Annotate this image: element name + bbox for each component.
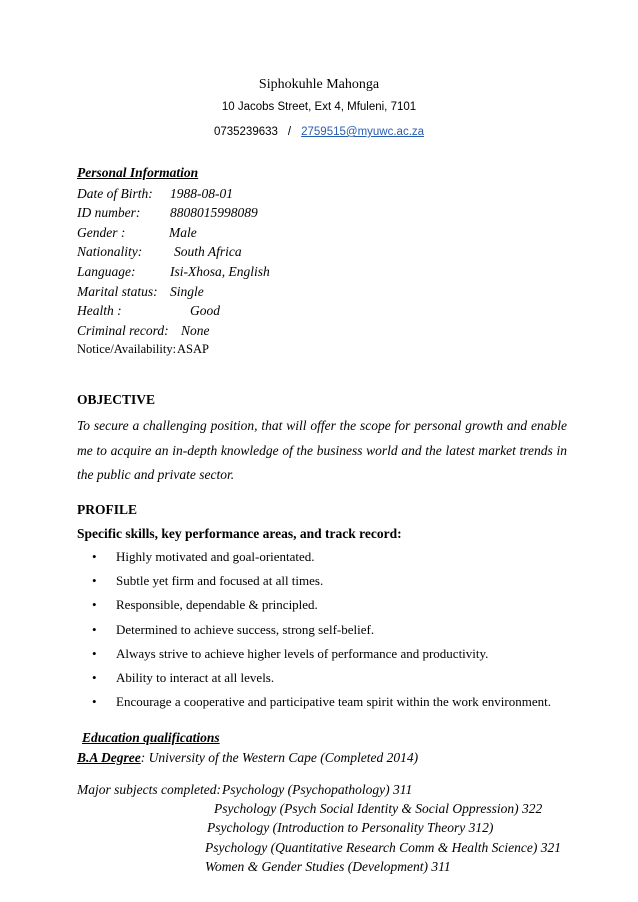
education-heading: Education qualifications	[82, 730, 220, 745]
pi-row-language	[77, 264, 270, 280]
candidate-name: Siphokuhle Mahonga	[258, 77, 380, 92]
pi-row-marital	[77, 284, 204, 300]
profile-heading: PROFILE	[77, 502, 138, 517]
pi-label: Gender :	[77, 225, 126, 240]
pi-row-availability	[77, 342, 209, 357]
bullet-icon: •	[92, 670, 97, 685]
contact-separator: /	[287, 126, 292, 138]
list-item-text: Responsible, dependable & principled.	[116, 597, 318, 612]
pi-row-dob	[77, 186, 233, 202]
list-item-text: Determined to achieve success, strong self-belief.	[116, 622, 375, 637]
pi-label: ID number:	[77, 205, 141, 220]
bullet-icon: •	[92, 646, 97, 661]
address: 10 Jacobs Street, Ext 4, Mfuleni, 7101	[221, 101, 417, 113]
pi-label: Marital status:	[77, 284, 158, 299]
pi-row-nationality	[77, 244, 242, 260]
list-item-text: Subtle yet firm and focused at all times.	[116, 573, 324, 588]
pi-value: South Africa	[174, 244, 242, 259]
pi-value: 8808015998089	[170, 205, 258, 220]
contact-line	[0, 126, 638, 138]
objective-heading: OBJECTIVE	[77, 392, 156, 407]
pi-label: Criminal record:	[77, 323, 169, 338]
pi-value: 1988-08-01	[170, 186, 233, 201]
objective-text: To secure a challenging position, that will offer the scope for personal growth and enable me to acquire an in-depth knowledge of the business world and the latest market trends in the public and private sector.	[77, 418, 567, 482]
pi-value: Good	[190, 303, 220, 318]
bullet-icon: •	[92, 597, 97, 612]
bullet-icon: •	[92, 549, 97, 564]
pi-value: ASAP	[177, 342, 209, 356]
bullet-icon: •	[92, 622, 97, 637]
pi-row-criminal	[77, 323, 210, 339]
pi-value: Male	[169, 225, 197, 240]
subject-item: Psychology (Psychopathology) 311	[222, 782, 413, 797]
bullet-icon: •	[92, 573, 97, 588]
list-item-text: Encourage a cooperative and participative team spirit within the work environment.	[116, 694, 551, 709]
pi-row-id	[77, 205, 258, 221]
list-item-text: Always strive to achieve higher levels of performance and productivity.	[116, 646, 489, 661]
pi-row-health	[77, 303, 220, 319]
pi-value: Isi-Xhosa, English	[170, 264, 270, 279]
pi-label: Health :	[77, 303, 122, 318]
pi-label: Notice/Availability:	[77, 342, 177, 356]
subject-item: Psychology (Introduction to Personality Theory 312)	[207, 820, 494, 835]
subject-item: Women & Gender Studies (Development) 311	[205, 859, 451, 874]
degree-detail: : University of the Western Cape (Completed 2014)	[140, 750, 419, 765]
pi-label: Date of Birth:	[77, 186, 153, 201]
bullet-icon: •	[92, 694, 97, 709]
subjects-label: Major subjects completed:	[77, 782, 221, 797]
subject-item: Psychology (Quantitative Research Comm & Health Science) 321	[205, 840, 562, 855]
pi-value: None	[181, 323, 210, 338]
email-link[interactable]: 2759515@myuwc.ac.za	[301, 126, 425, 138]
pi-label: Language:	[77, 264, 136, 279]
degree-label: B.A Degree	[77, 750, 141, 765]
pi-row-gender	[77, 225, 197, 241]
degree-line	[77, 750, 418, 766]
list-item-text: Highly motivated and goal-orientated.	[116, 549, 315, 564]
personal-info-heading: Personal Information	[77, 165, 199, 180]
profile-subtitle: Specific skills, key performance areas, and track record:	[77, 526, 402, 541]
pi-value: Single	[170, 284, 204, 299]
list-item-text: Ability to interact at all levels.	[116, 670, 275, 685]
subject-item: Psychology (Psych Social Identity & Social Oppression) 322	[214, 801, 543, 816]
phone-number: 0735239633	[213, 126, 278, 138]
pi-label: Nationality:	[77, 244, 143, 259]
